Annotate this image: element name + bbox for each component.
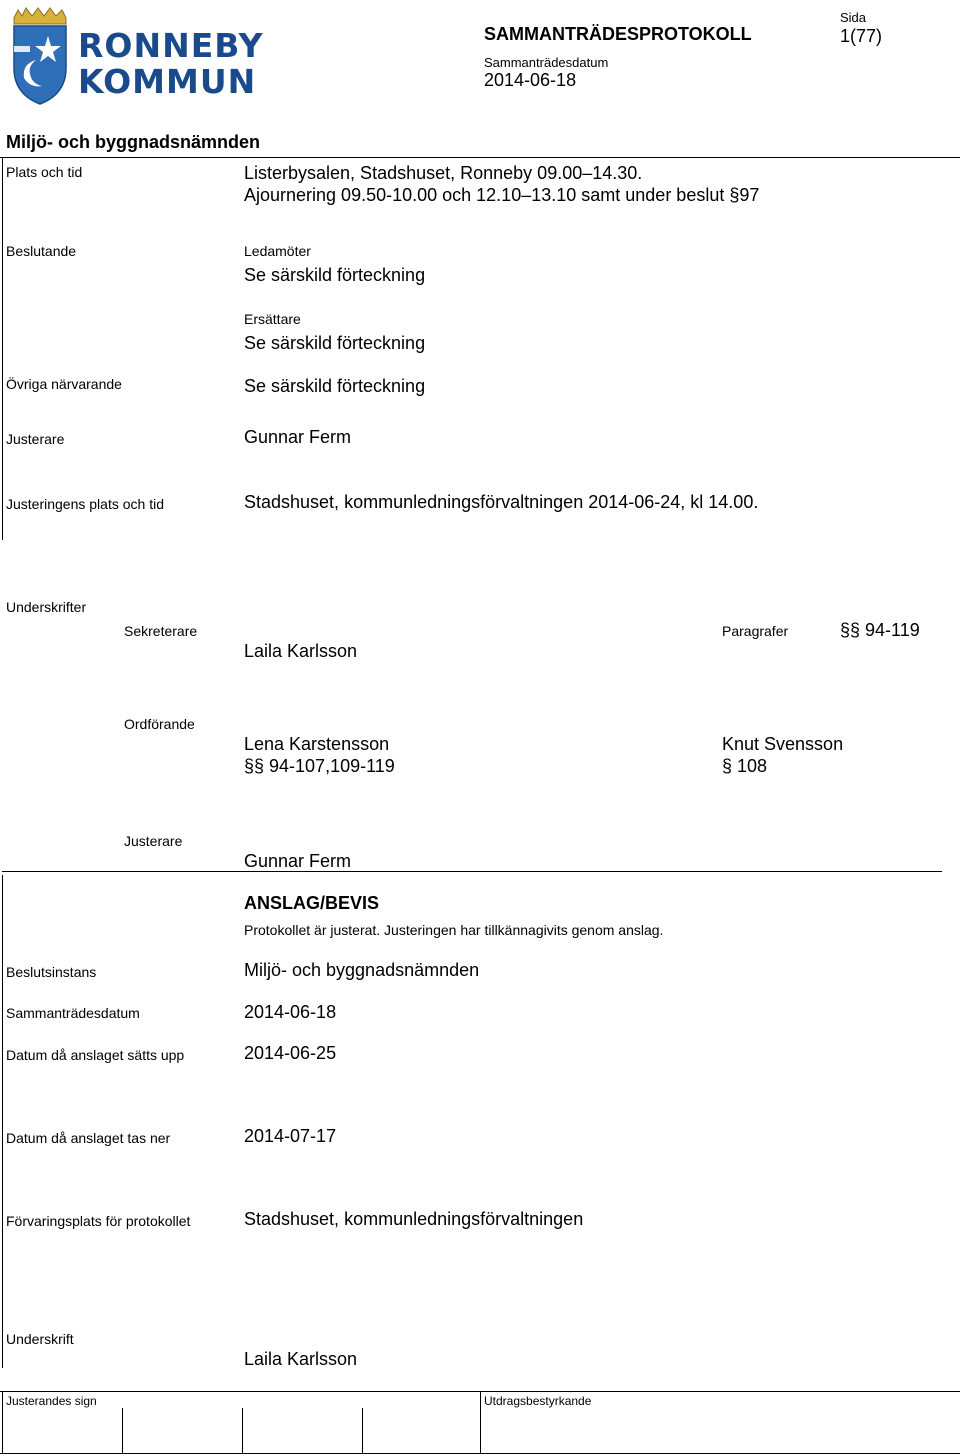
left-border-lower	[2, 875, 3, 1368]
posted-date-label: Datum då anslaget sätts upp	[6, 1047, 185, 1063]
adjust-place-value: Stadshuset, kommunledningsförvaltningen 2014-06-24, kl 14.00.	[244, 492, 759, 512]
place-line-1: Listerbysalen, Stadshuset, Ronneby 09.00–14.30.	[244, 163, 643, 183]
signature-label: Underskrift	[6, 1331, 74, 1347]
signature-name: Laila Karlsson	[244, 1349, 358, 1369]
extract-certification-label: Utdragsbestyrkande	[484, 1394, 592, 1408]
footer-divider-3	[242, 1408, 243, 1453]
footer-divider-1	[2, 1391, 3, 1453]
posted-date-value: 2014-06-25	[244, 1043, 337, 1063]
storage-label: Förvaringsplats för protokollet	[6, 1213, 191, 1229]
removed-date-value: 2014-07-17	[244, 1126, 337, 1146]
decision-body-value: Miljö- och byggnadsnämnden	[244, 960, 480, 980]
logo-line-1: RONNEBY	[78, 26, 264, 65]
paragraphs-label: Paragrafer	[722, 623, 789, 639]
secretary-name: Laila Karlsson	[244, 641, 358, 661]
place-line-2: Ajournering 09.50-10.00 och 12.10–13.10 samt under beslut §97	[244, 185, 760, 205]
page-label: Sida	[840, 10, 867, 25]
members-label: Ledamöter	[244, 243, 311, 259]
signature-adjuster-name: Gunnar Ferm	[244, 851, 352, 871]
others-label: Övriga närvarande	[6, 376, 122, 392]
chair-label: Ordförande	[124, 716, 195, 732]
secretary-label: Sekreterare	[124, 623, 198, 639]
ronneby-logo	[10, 6, 265, 106]
meeting-date-label: Sammanträdesdatum	[484, 55, 609, 70]
notice-top-rule	[2, 871, 942, 872]
substitutes-value: Se särskild förteckning	[244, 333, 426, 353]
adjust-place-label: Justeringens plats och tid	[6, 496, 164, 512]
footer-divider-5	[480, 1391, 481, 1453]
adjusters-sign-label: Justerandes sign	[6, 1394, 97, 1408]
others-value: Se särskild förteckning	[244, 376, 426, 396]
notice-text: Protokollet är justerat. Justeringen har tillkännagivits genom anslag.	[244, 922, 664, 938]
storage-value: Stadshuset, kommunledningsförvaltningen	[244, 1209, 584, 1229]
notice-date-value: 2014-06-18	[244, 1002, 337, 1022]
chair-1-paragraphs: §§ 94-107,109-119	[244, 756, 395, 776]
adjuster-label: Justerare	[6, 431, 65, 447]
footer-bottom-rule	[0, 1453, 960, 1454]
notice-title: ANSLAG/BEVIS	[244, 893, 380, 913]
coat-of-arms-icon	[10, 6, 70, 106]
decision-body-label: Beslutsinstans	[6, 964, 97, 980]
page-number: 1(77)	[840, 26, 883, 46]
deciding-label: Beslutande	[6, 243, 77, 259]
members-value: Se särskild förteckning	[244, 265, 426, 285]
chair-1-name: Lena Karstensson	[244, 734, 390, 754]
removed-date-label: Datum då anslaget tas ner	[6, 1130, 171, 1146]
meeting-date: 2014-06-18	[484, 70, 577, 90]
notice-date-label: Sammanträdesdatum	[6, 1005, 140, 1021]
signatures-label: Underskrifter	[6, 599, 87, 615]
section-top-rule	[0, 157, 960, 158]
left-border-upper	[2, 157, 3, 540]
chair-2-name: Knut Svensson	[722, 734, 844, 754]
paragraphs-value: §§ 94-119	[840, 620, 920, 640]
substitutes-label: Ersättare	[244, 311, 301, 327]
document-title: SAMMANTRÄDESPROTOKOLL	[484, 24, 752, 44]
signature-adjuster-label: Justerare	[124, 833, 183, 849]
footer-divider-2	[122, 1408, 123, 1453]
logo-line-2: KOMMUN	[78, 62, 257, 101]
committee-name: Miljö- och byggnadsnämnden	[6, 132, 261, 152]
adjuster-value: Gunnar Ferm	[244, 427, 352, 447]
place-label: Plats och tid	[6, 164, 83, 180]
chair-2-paragraphs: § 108	[722, 756, 768, 776]
footer-divider-4	[362, 1408, 363, 1453]
